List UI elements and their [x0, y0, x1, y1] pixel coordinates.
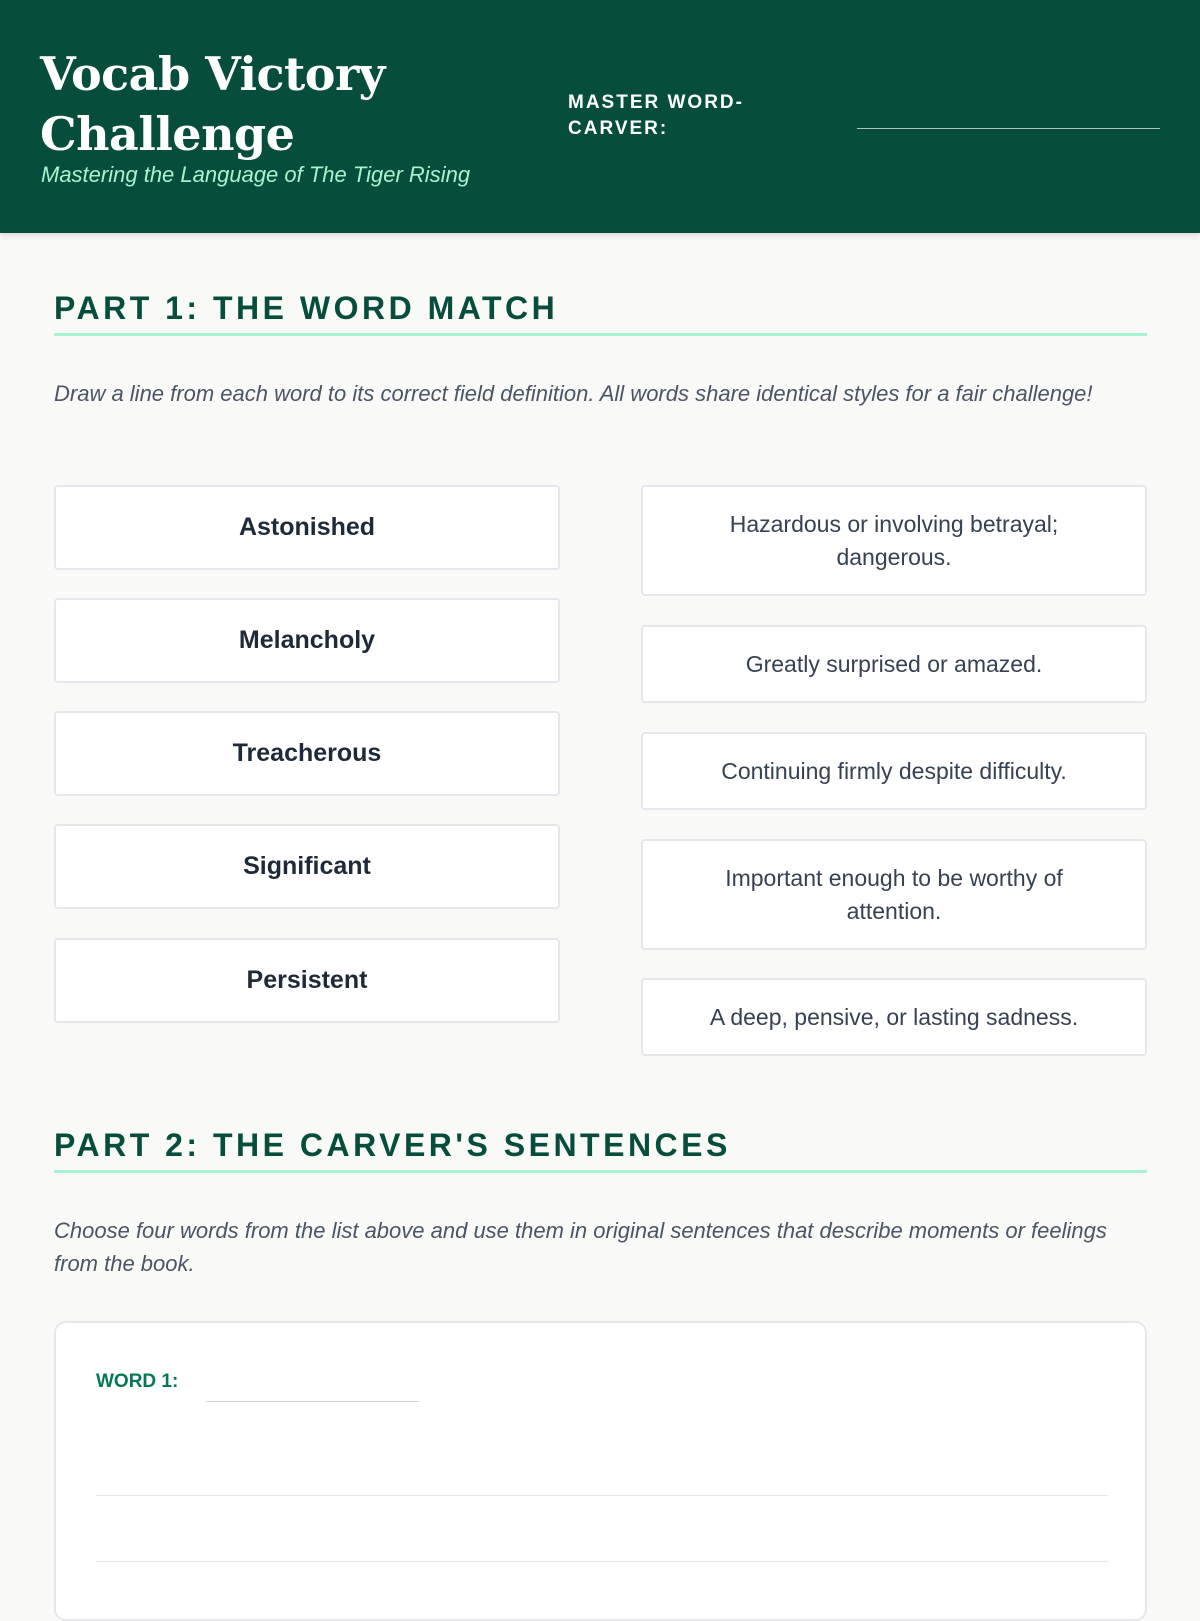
- word-box-2[interactable]: Melancholy: [54, 598, 560, 683]
- sentence-card-1: [54, 1321, 1147, 1621]
- worksheet-header: [0, 0, 1200, 233]
- word-box-5[interactable]: Persistent: [54, 938, 560, 1023]
- worksheet-title: Vocab Victory Challenge: [40, 47, 385, 161]
- definition-box-5[interactable]: A deep, pensive, or lasting sadness.: [641, 978, 1147, 1056]
- sentence-1-line-1[interactable]: [96, 1495, 1108, 1496]
- part1-description: Draw a line from each word to its correct field definition. All words share identical styles for a fair challenge!: [54, 381, 1093, 406]
- carver-name-label: MASTER WORD-CARVER:: [568, 92, 744, 139]
- worksheet-subtitle: Mastering the Language of The Tiger Rising: [41, 162, 471, 187]
- definition-box-1[interactable]: Hazardous or involving betrayal; dangerous.: [641, 485, 1147, 596]
- word-1-input[interactable]: [206, 1401, 419, 1402]
- word-box-4[interactable]: Significant: [54, 824, 560, 909]
- word-1-label: WORD 1:: [96, 1371, 179, 1392]
- word-box-3[interactable]: Treacherous: [54, 711, 560, 796]
- part2-description: Choose four words from the list above and use them in original sentences that describe moments or feelings from the book.: [54, 1218, 1107, 1276]
- word-box-1[interactable]: Astonished: [54, 485, 560, 570]
- part1-title: PART 1: THE WORD MATCH: [54, 290, 1147, 336]
- definition-box-4[interactable]: Important enough to be worthy of attention.: [641, 839, 1147, 950]
- sentence-1-line-2[interactable]: [96, 1561, 1108, 1562]
- part2-title: PART 2: THE CARVER'S SENTENCES: [54, 1127, 1147, 1173]
- definition-box-3[interactable]: Continuing firmly despite difficulty.: [641, 732, 1147, 810]
- carver-name-field[interactable]: [857, 128, 1160, 129]
- definition-box-2[interactable]: Greatly surprised or amazed.: [641, 625, 1147, 703]
